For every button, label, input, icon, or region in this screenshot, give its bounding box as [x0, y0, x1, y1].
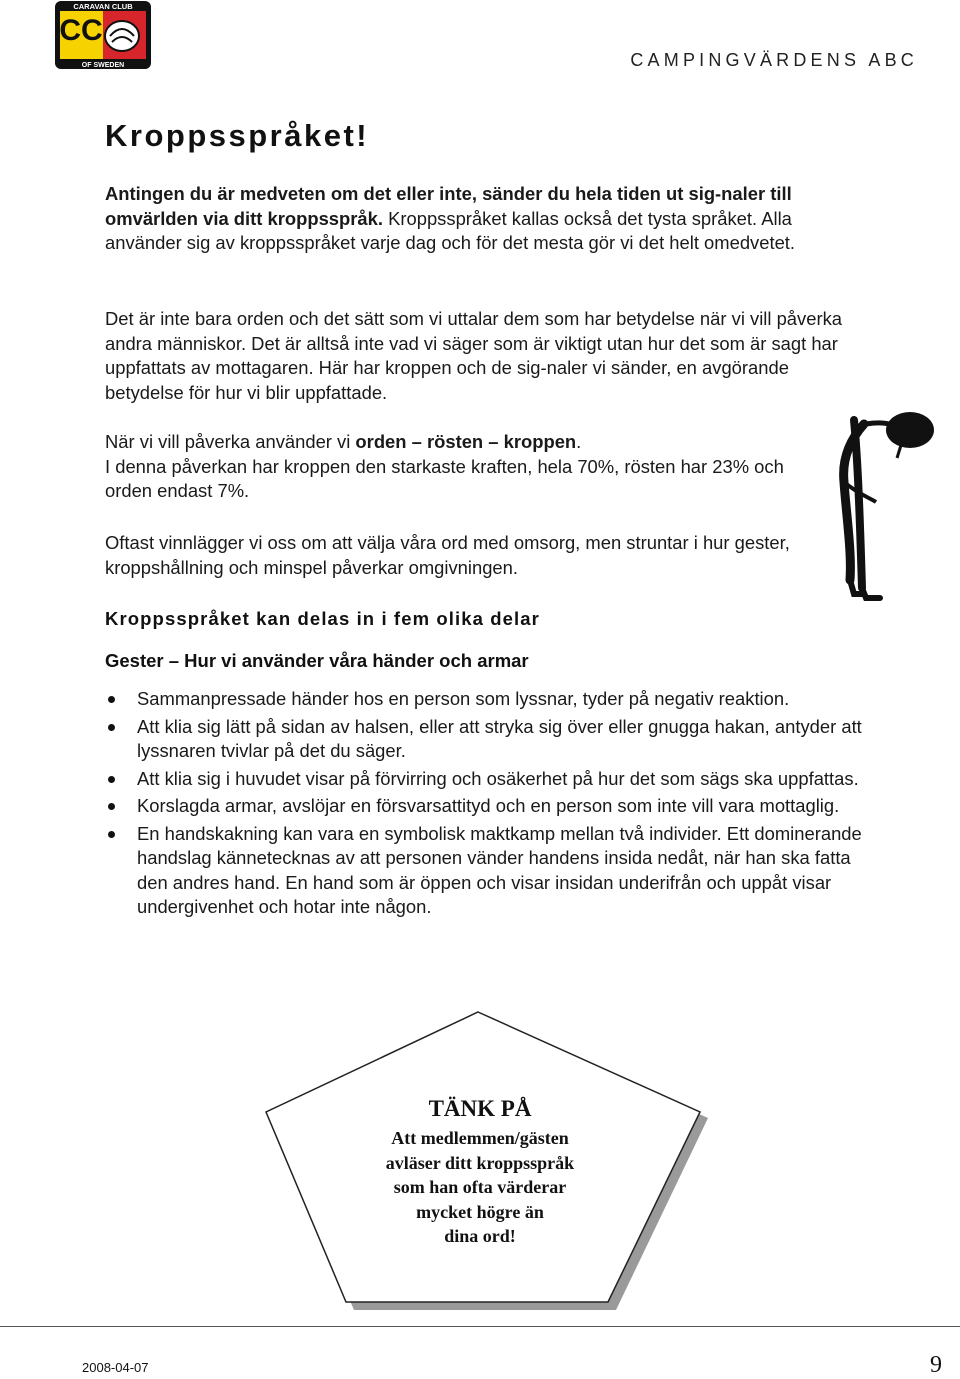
callout-line: Att medlemmen/gästen: [391, 1128, 569, 1148]
section-heading: Kroppsspråket kan delas in i fem olika delar: [105, 608, 540, 629]
bullet-icon: [108, 724, 115, 731]
bullet-icon: [108, 803, 115, 810]
page-title: Kroppsspråket!: [105, 118, 370, 153]
page-number: 9: [930, 1352, 942, 1378]
bullet-icon: [108, 776, 115, 783]
callout-line: som han ofta värderar: [393, 1177, 567, 1197]
sub-heading-gester: Gester – Hur vi använder våra händer och armar: [105, 650, 529, 671]
callout-line: mycket högre än: [416, 1201, 544, 1222]
list-item-text: Sammanpressade händer hos en person som lyssnar, tyder på negativ reaktion.: [137, 688, 790, 709]
list-item: [105, 822, 885, 920]
bullet-icon: [108, 831, 115, 838]
list-item-text: Att klia sig lätt på sidan av halsen, eller att stryka sig över eller gnugga hakan, antyder att lyssnaren tvivlar på det du säger.: [137, 715, 862, 761]
callout-line: avläser ditt kroppsspråk: [385, 1152, 575, 1173]
paragraph-3-line2: I denna påverkan har kroppen den starkaste kraften, hela 70%, rösten har 23% och orden endast 7%.: [105, 455, 784, 501]
list-item-text: Korslagda armar, avslöjar en försvarsattityd och en person som inte vill vara mottaglig.: [137, 795, 840, 816]
paragraph-3-lead: När vi vill påverka använder vi: [105, 431, 356, 452]
list-item: [105, 767, 885, 792]
list-item: [105, 687, 885, 712]
list-item: [105, 715, 885, 764]
bullet-icon: [108, 696, 115, 703]
list-item-text: Att klia sig i huvudet visar på förvirring och osäkerhet på hur det som sägs ska uppfattas.: [137, 767, 859, 789]
intro-bold-text: Antingen du är medveten om det eller inte, sänder du hela tiden ut sig-naler till omvärlden via ditt kroppsspråk.: [105, 183, 792, 229]
paragraph-2: Det är inte bara orden och det sätt som vi uttalar dem som har betydelse när vi vill påverka andra människor. Det är alltså inte vad vi säger som är viktigt utan hur det som är sagt har uppfattats av mottagaren. Här har kroppen och de sig-naler vi sänder, en avgörande betydelse för hur vi blir uppfattade.: [105, 308, 842, 403]
intro-rest-text: Kroppsspråket kallas också det tysta språket. Alla använder sig av kroppsspråket varje dag och för det mesta gör vi det helt omedvetet.: [105, 207, 796, 253]
paragraph-3-bold: orden – rösten – kroppen: [355, 431, 577, 452]
callout-body: [340, 1126, 620, 1249]
logo-letters: CC: [59, 14, 103, 47]
callout-text: [340, 1096, 620, 1249]
intro-paragraph: [105, 182, 845, 256]
paragraph-4: Oftast vinnlägger vi oss om att välja våra ord med omsorg, men struntar i hur gester, kroppshållning och minspel påverkar omgivningen.: [105, 532, 790, 578]
paragraph-3-end: .: [576, 431, 582, 452]
callout-title: TÄNK PÅ: [428, 1096, 532, 1121]
slouching-figure-illustration: [832, 402, 942, 612]
list-item-text: En handskakning kan vara en symbolisk maktkamp mellan två individer. Ett dominerande handslag kännetecknas av att personen vänder handens insida nedåt, när han ska fatta den andres hand. En hand som är öppen och visar insidan underifrån och uppåt visar undergivenhet och hotar inte någon.: [137, 822, 862, 917]
logo-top-text: CARAVAN CLUB: [73, 2, 133, 11]
gesture-bullet-list: [105, 687, 885, 923]
callout-line: dina ord!: [444, 1226, 516, 1246]
header-title: CAMPINGVÄRDENS ABC: [630, 50, 918, 70]
caravan-club-logo: [54, 0, 152, 70]
footer-date: 2008-04-07: [82, 1360, 149, 1375]
footer-divider: [0, 1326, 960, 1327]
logo-bottom-text: OF SWEDEN: [81, 62, 125, 69]
list-item: [105, 794, 885, 819]
paragraph-3: [105, 430, 820, 504]
